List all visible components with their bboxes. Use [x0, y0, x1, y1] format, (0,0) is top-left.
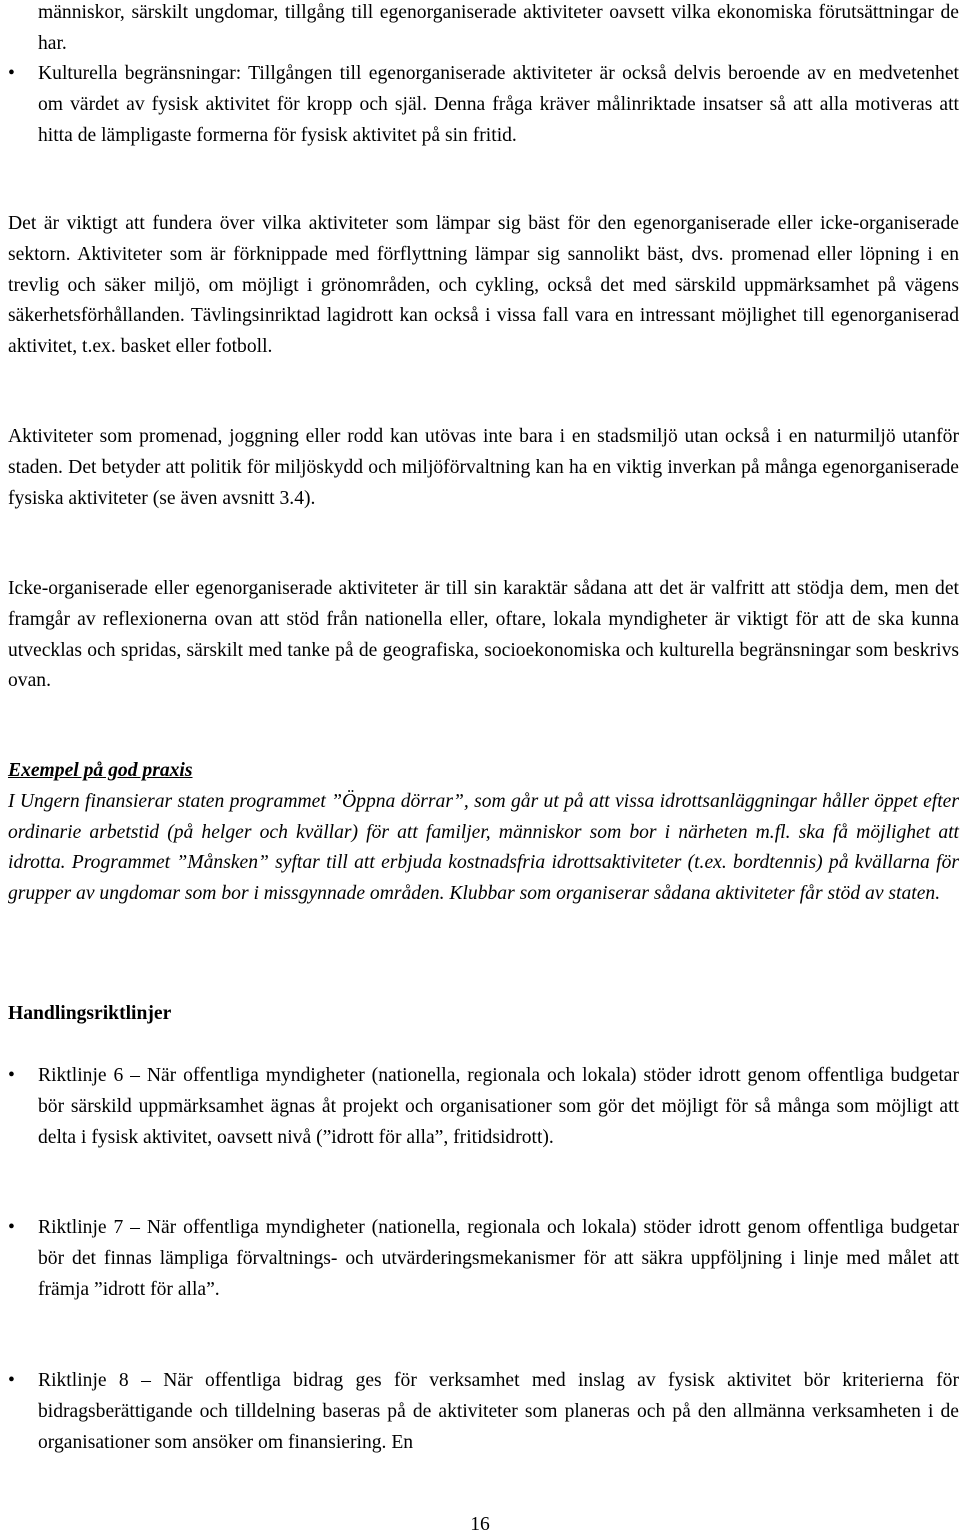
bullet-text: Kulturella begränsningar: Tillgången till egenorganiserade aktiviteter är också delvis beroende av en medvetenhet om värdet av fysisk aktivitet för kropp och själ. Denna fråga kräver målinriktade insatser så att alla motiveras att hitta de lämpligaste formerna för fysisk aktivitet på sin fritid. — [38, 63, 959, 146]
guidelines-section — [8, 999, 959, 1030]
body-paragraph: Det är viktigt att fundera över vilka aktiviteter som lämpar sig bäst för den egenorganiserade eller icke-organiserade sektorn. Aktiviteter som är förknippade med förflyttning lämpar sig sannolikt bäst, dvs. promenad eller löpning i en trevlig och säker miljö, om möjligt i grönområden, och cykling, också det med särskild uppmärksamhet på vägens säkerhetsförhållanden. Tävlingsinriktad lagidrott kan också i vissa fall vara en intressant möjlighet till egenorganiserad aktivitet, t.ex. basket eller fotboll. — [8, 213, 959, 358]
guideline-item — [8, 1213, 959, 1305]
guidelines-heading: Handlingsriktlinjer — [8, 1003, 172, 1024]
page-number: 16 — [470, 1514, 490, 1535]
bullet-item-cultural — [8, 59, 959, 151]
guideline-text: Riktlinje 6 – När offentliga myndigheter (nationella, regionala och lokala) stöder idrott genom offentliga budgetar bör särskild uppmärksamhet ägnas åt projekt och organisationer som gör det möjligt för så många som möjligt att delta i fysisk aktivitet, oavsett nivå (”idrott för alla”, fritidsidrott). — [38, 1065, 959, 1148]
bullet-glyph: • — [8, 1217, 15, 1238]
bullet-glyph: • — [8, 1065, 15, 1086]
bullet-glyph: • — [8, 1370, 15, 1391]
guideline-text: Riktlinje 7 – När offentliga myndigheter (nationella, regionala och lokala) stöder idrott genom offentliga budgetar bör det finnas lämpliga förvaltnings- och utvärderingsmekanismer för att säkra uppföljning i linje med målet att främja ”idrott för alla”. — [38, 1217, 959, 1300]
example-section — [8, 756, 959, 910]
example-heading: Exempel på god praxis — [8, 760, 193, 781]
continuation-text: människor, särskilt ungdomar, tillgång till egenorganiserade aktiviteter oavsett vilka ekonomiska förutsättningar de har. — [38, 2, 959, 54]
guideline-text: Riktlinje 8 – När offentliga bidrag ges för verksamhet med inslag av fysisk aktivitet bör kriterierna för bidragsberättigande och tilldelning baseras på de aktiviteter som planeras och på den allmänna verksamheten i de organisationer som ansöker om finansiering. En — [38, 1370, 959, 1453]
guideline-item — [8, 1061, 959, 1153]
bullet-glyph: • — [8, 63, 15, 84]
body-paragraph: Aktiviteter som promenad, joggning eller rodd kan utövas inte bara i en stadsmiljö utan också i en naturmiljö utanför staden. Det betyder att politik för miljöskydd och miljöförvaltning kan ha en viktig inverkan på många egenorganiserade fysiska aktiviteter (se även avsnitt 3.4). — [8, 426, 959, 509]
example-text: I Ungern finansierar staten programmet ”Öppna dörrar”, som går ut på att vissa idrottsanläggningar håller öppet efter ordinarie arbetstid (på helger och kvällar) för att familjer, människor som bor i närheten m.fl. ska få möjlighet att idrotta. Programmet ”Månsken” syftar till att erbjuda kostnadsfria idrottsaktiviteter (t.ex. bordtennis) på kvällarna för grupper av ungdomar som bor i missgynnade områden. Klubbar som organiserar sådana aktiviteter får stöd av staten. — [8, 790, 959, 905]
body-paragraph: Icke-organiserade eller egenorganiserade aktiviteter är till sin karaktär sådana att det är valfritt att stödja dem, men det framgår av reflexionerna ovan att stöd från nationella eller, oftare, lokala myndigheter är viktigt för att de ska kunna utvecklas och spridas, särskilt med tanke på de geografiska, socioekonomiska och kulturella begränsningar som beskrivs ovan. — [8, 578, 959, 692]
guideline-item — [8, 1366, 959, 1458]
